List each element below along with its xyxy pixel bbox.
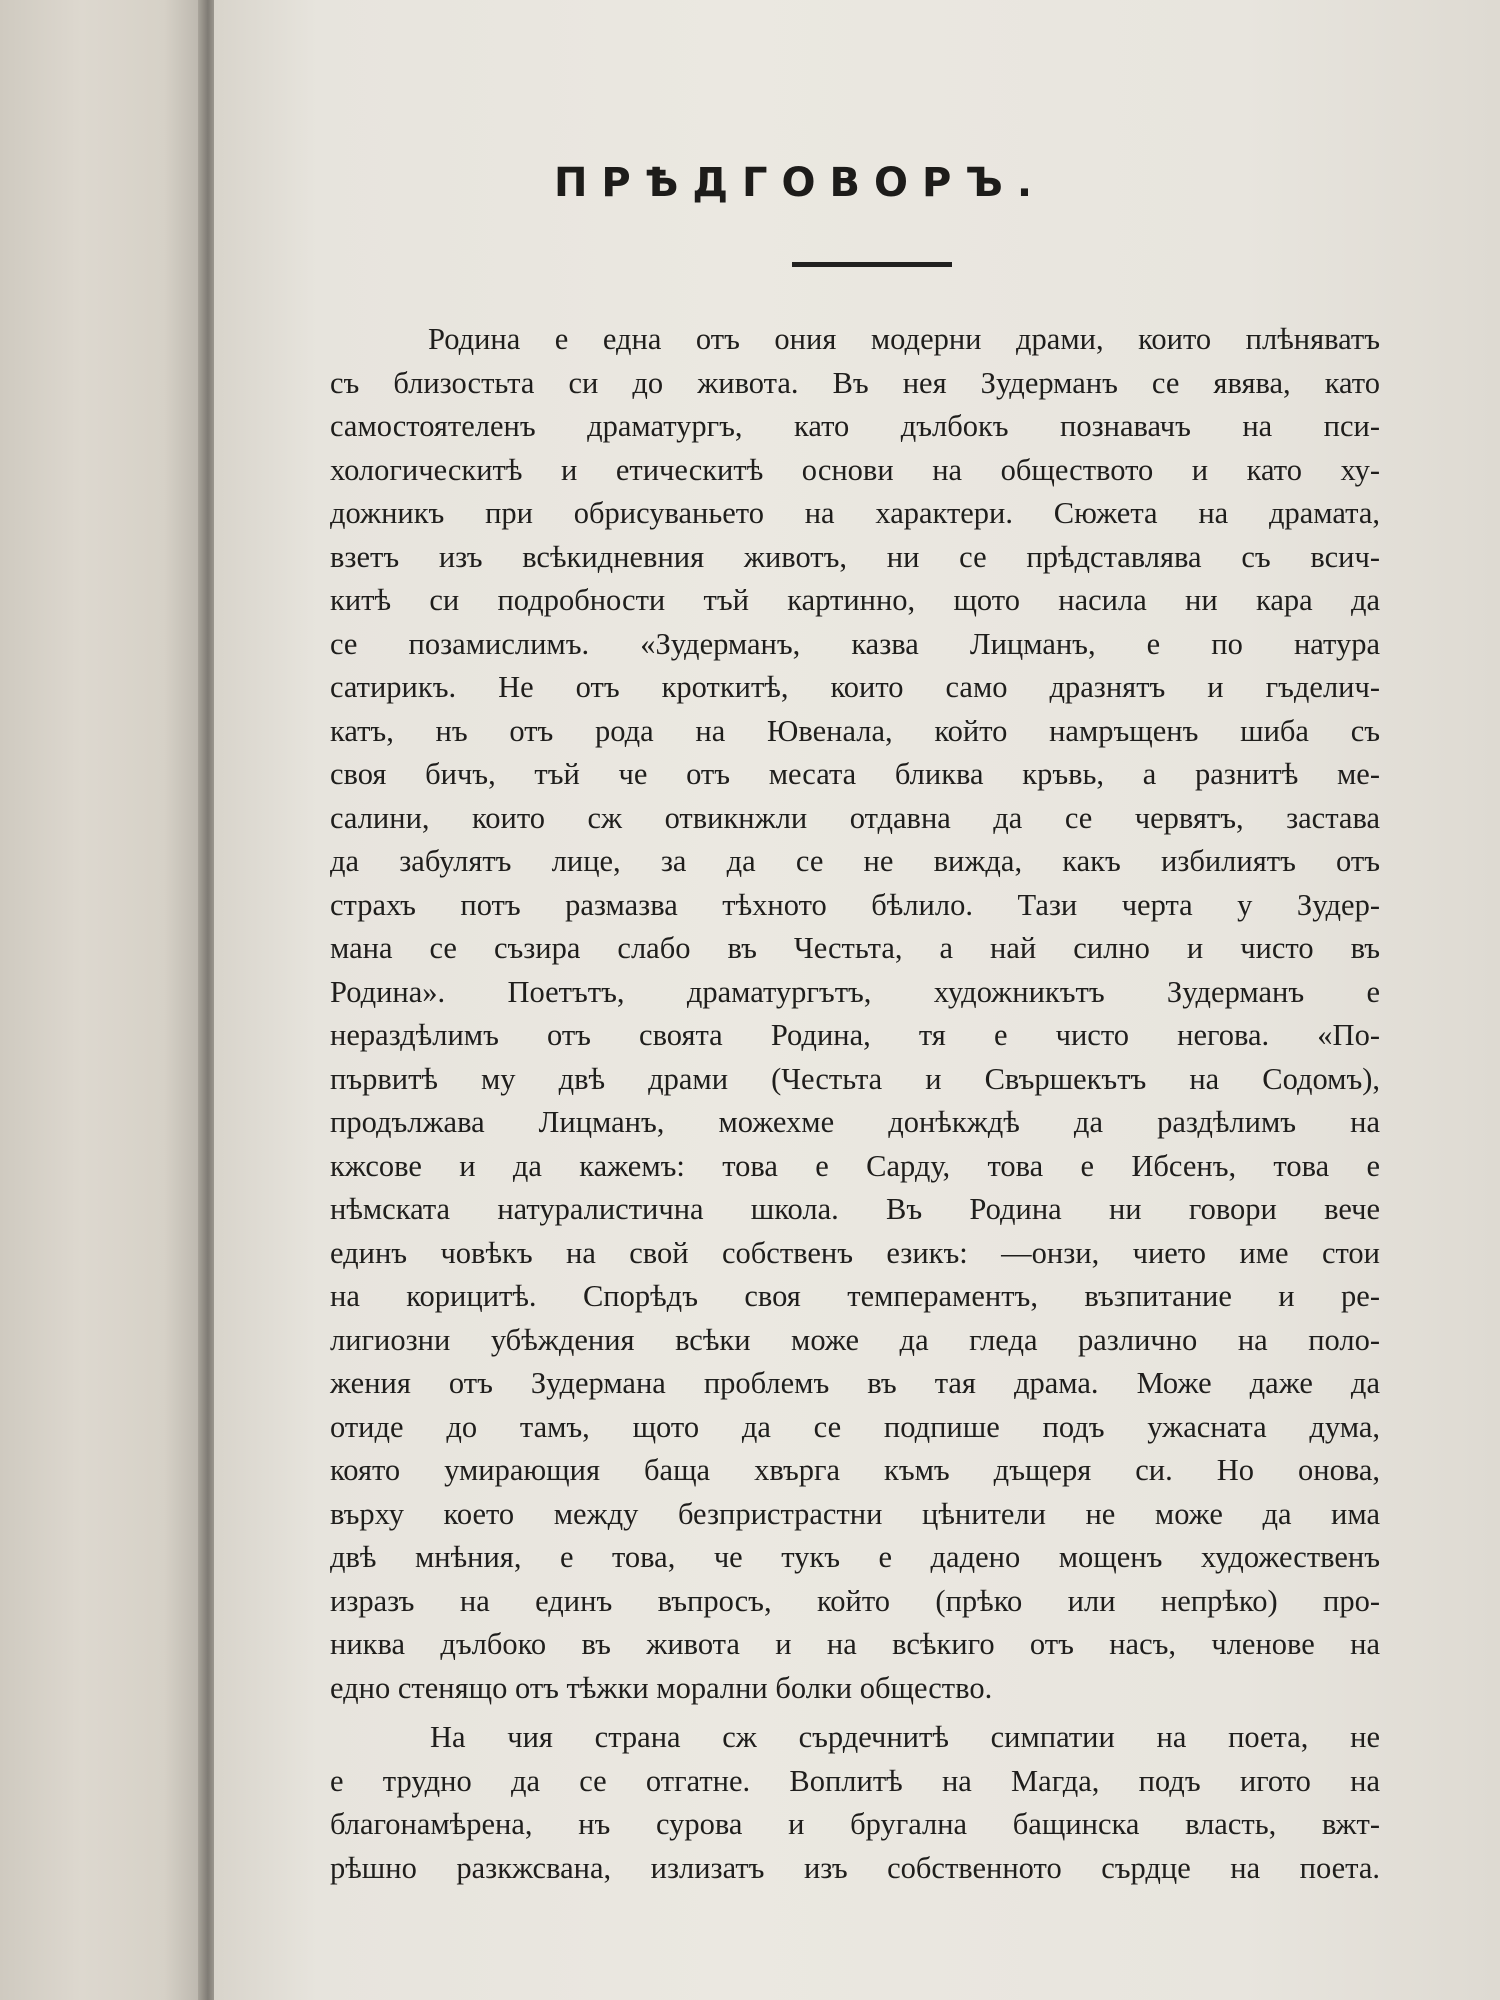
page-title: ПРѢДГОВОРЪ.: [553, 160, 1047, 206]
text-line: катъ, нъ отъ рода на Ювенала, който намръщенъ шиба съ: [330, 713, 1380, 748]
text-line: дожникъ при обрисуваньето на характери. Сюжета на драмата,: [330, 496, 1380, 530]
text-line: върху което между безпристрастни цѣнители не може да има: [330, 1496, 1380, 1531]
text-line: кжсове и да кажемъ: това е Сарду, това е Ибсенъ, това е: [330, 1148, 1380, 1183]
text-line: никва дълбоко въ живота и на всѣкиго отъ насъ, членове на: [330, 1627, 1380, 1661]
text-line: която умирающия баща хвърга къмъ дъщеря си. Но онова,: [330, 1453, 1380, 1487]
text-line: салини, които сж отвикнжли отдавна да се червятъ, застава: [330, 800, 1380, 835]
paragraph-1: [330, 318, 1380, 1710]
text-line: китѣ си подробности тъй картинно, щото насила ни кара да: [330, 583, 1380, 617]
text-line: своя бичъ, тъй че отъ месата бликва кръвь, а разнитѣ ме-: [330, 757, 1380, 791]
text-line: се позамислимъ. «Зудерманъ, казва Лицманъ, е по натура: [330, 626, 1380, 661]
paragraph-2: [330, 1716, 1380, 1890]
text-line: лигиозни убѣждения всѣки може да гледа различно на поло-: [330, 1322, 1380, 1357]
text-line: нераздѣлимъ отъ своята Родина, тя е чисто негова. «По-: [330, 1018, 1380, 1052]
text-line: е трудно да се отгатне. Воплитѣ на Магда, подъ игото на: [330, 1763, 1380, 1798]
text-line: Родина е една отъ ония модерни драми, които плѣняватъ: [428, 322, 1380, 356]
text-line: изразъ на единъ въпросъ, който (прѣко или непрѣко) про-: [330, 1583, 1380, 1618]
text-line: Родина». Поетътъ, драматургътъ, художникътъ Зудерманъ е: [330, 974, 1380, 1009]
text-line: нѣмската натуралистична школа. Въ Родина ни говори вече: [330, 1192, 1380, 1226]
text-line: хологическитѣ и етическитѣ основи на обществото и като ху-: [330, 452, 1380, 487]
text-line: На чия страна сж сърдечнитѣ симпатии на поета, не: [430, 1720, 1380, 1754]
text-line: съ близостьта си до живота. Въ нея Зудерманъ се явява, като: [330, 365, 1380, 400]
text-line: да забулятъ лице, за да се не вижда, какъ избилиятъ отъ: [330, 844, 1380, 878]
text-line: сатирикъ. Не отъ кроткитѣ, които само дразнятъ и гъделич-: [330, 670, 1380, 704]
text-line: едно стенящо отъ тѣжки морални болки общество.: [330, 1670, 993, 1705]
preface-body: [330, 318, 1380, 1890]
text-line: жения отъ Зудермана проблемъ въ тая драма. Може даже да: [330, 1366, 1380, 1400]
text-line: рѣшно разкжсвана, излизатъ изъ собственното сърдце на поета.: [330, 1850, 1380, 1885]
text-line: страхъ потъ размазва тѣхното бѣлило. Тази черта у Зудер-: [330, 887, 1380, 922]
text-line: отиде до тамъ, щото да се подпише подъ ужасната дума,: [330, 1409, 1380, 1444]
text-line: единъ човѣкъ на свой собственъ езикъ: —онзи, чието име стои: [330, 1235, 1380, 1270]
title-rule: [792, 262, 952, 267]
text-line: продължава Лицманъ, можехме донѣкждѣ да раздѣлимъ на: [330, 1105, 1380, 1139]
text-line: на корицитѣ. Спорѣдъ своя темпераментъ, възпитание и ре-: [330, 1279, 1380, 1313]
text-line: първитѣ му двѣ драми (Честьта и Свършекътъ на Содомъ),: [330, 1061, 1380, 1096]
text-line: мана се съзира слабо въ Честьта, а най силно и чисто въ: [330, 931, 1380, 965]
left-page-edge: [0, 0, 205, 2000]
text-line: взетъ изъ всѣкидневния животъ, ни се прѣдставлява съ всич-: [330, 539, 1380, 574]
text-line: благонамѣрена, нъ сурова и бругална бащинска власть, вжт-: [330, 1807, 1380, 1841]
text-line: самостоятеленъ драматургъ, като дълбокъ познавачъ на пси-: [330, 409, 1380, 443]
text-line: двѣ мнѣния, е това, че тукъ е дадено мощенъ художественъ: [330, 1540, 1380, 1574]
